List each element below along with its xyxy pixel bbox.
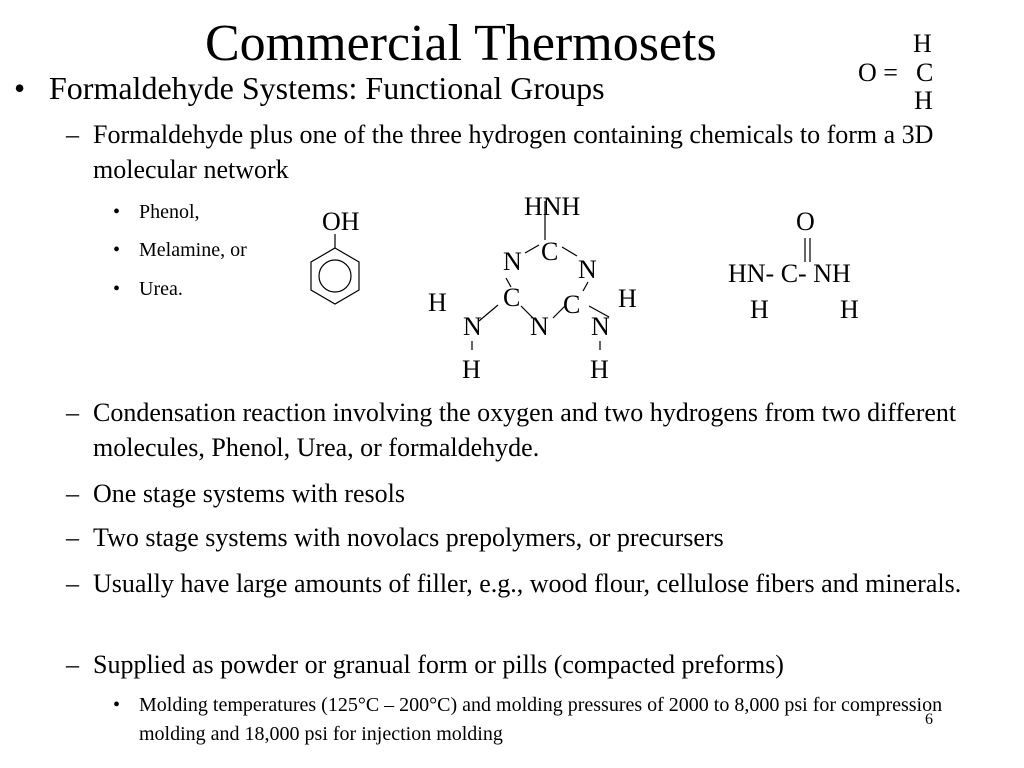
- phenol-oh: OH: [322, 207, 360, 236]
- item-phenol: Phenol,: [139, 201, 200, 223]
- melamine-c-top: C: [541, 237, 559, 266]
- melamine-c-left: C: [503, 283, 521, 312]
- dash-4: –: [66, 523, 79, 552]
- melamine-n-bottom-mid: N: [530, 312, 549, 341]
- urea-main-row: HN- C- NH: [728, 259, 851, 288]
- dash-2: –: [66, 398, 79, 427]
- sub-bullet-two-stage: Two stage systems with novolacs prepolymers, or precursers: [93, 523, 724, 552]
- formaldehyde-c: C: [916, 58, 934, 87]
- melamine-c-right: C: [563, 290, 581, 319]
- phenol-ring: [311, 234, 359, 304]
- item-dot-2: •: [113, 239, 121, 261]
- urea-h-right: H: [840, 295, 859, 324]
- item-urea: Urea.: [139, 278, 183, 300]
- sub-bullet-filler: Usually have large amounts of filler, e.g., wood flour, cellulose fibers and minerals.: [93, 569, 962, 598]
- formaldehyde-o: O =: [858, 58, 898, 87]
- item-dot-3: •: [113, 278, 121, 300]
- sub-bullet-formaldehyde-plus: Formaldehyde plus one of the three hydrogen containing chemicals to form a 3D molecular network: [93, 120, 934, 184]
- dash-3: –: [66, 479, 79, 508]
- bullet-dot: •: [14, 70, 26, 106]
- item-dot-1: •: [113, 201, 121, 223]
- dash-1: –: [66, 120, 79, 149]
- melamine-n-bottom-left: N: [463, 312, 482, 341]
- sub-bullet-one-stage: One stage systems with resols: [93, 479, 405, 508]
- melamine-n-left: N: [503, 247, 522, 276]
- dash-6: –: [66, 650, 79, 679]
- dash-5: –: [66, 569, 79, 598]
- detail-dot: •: [113, 694, 121, 716]
- melamine-h-right: H: [618, 284, 637, 313]
- detail-molding-temperatures: Molding temperatures (125°C – 200°C) and molding pressures of 2000 to 8,000 psi for compression molding and 18,000 psi for injection molding: [139, 694, 943, 745]
- melamine-h-bottom-left: H: [462, 355, 481, 384]
- melamine-h-bottom-right: H: [590, 355, 609, 384]
- melamine-h-left: H: [428, 288, 447, 317]
- melamine-n-right: N: [578, 255, 597, 284]
- item-melamine: Melamine, or: [139, 239, 247, 261]
- sub-bullet-condensation: Condensation reaction involving the oxygen and two hydrogens from two different molecules, Phenol, Urea, or formaldehyde.: [93, 398, 957, 462]
- page-number: 6: [925, 711, 933, 728]
- slide-title: Commercial Thermosets: [205, 15, 717, 72]
- formaldehyde-h-bottom: H: [914, 86, 933, 115]
- melamine-top: HNH: [524, 192, 581, 221]
- melamine-n-bottom-right: N: [591, 312, 610, 341]
- formaldehyde-h-top: H: [913, 29, 932, 58]
- urea-h-left: H: [750, 295, 769, 324]
- urea-o: O: [796, 207, 815, 236]
- sub-bullet-supplied: Supplied as powder or granual form or pills (compacted preforms): [93, 650, 784, 679]
- bullet-functional-groups: Formaldehyde Systems: Functional Groups: [49, 70, 605, 106]
